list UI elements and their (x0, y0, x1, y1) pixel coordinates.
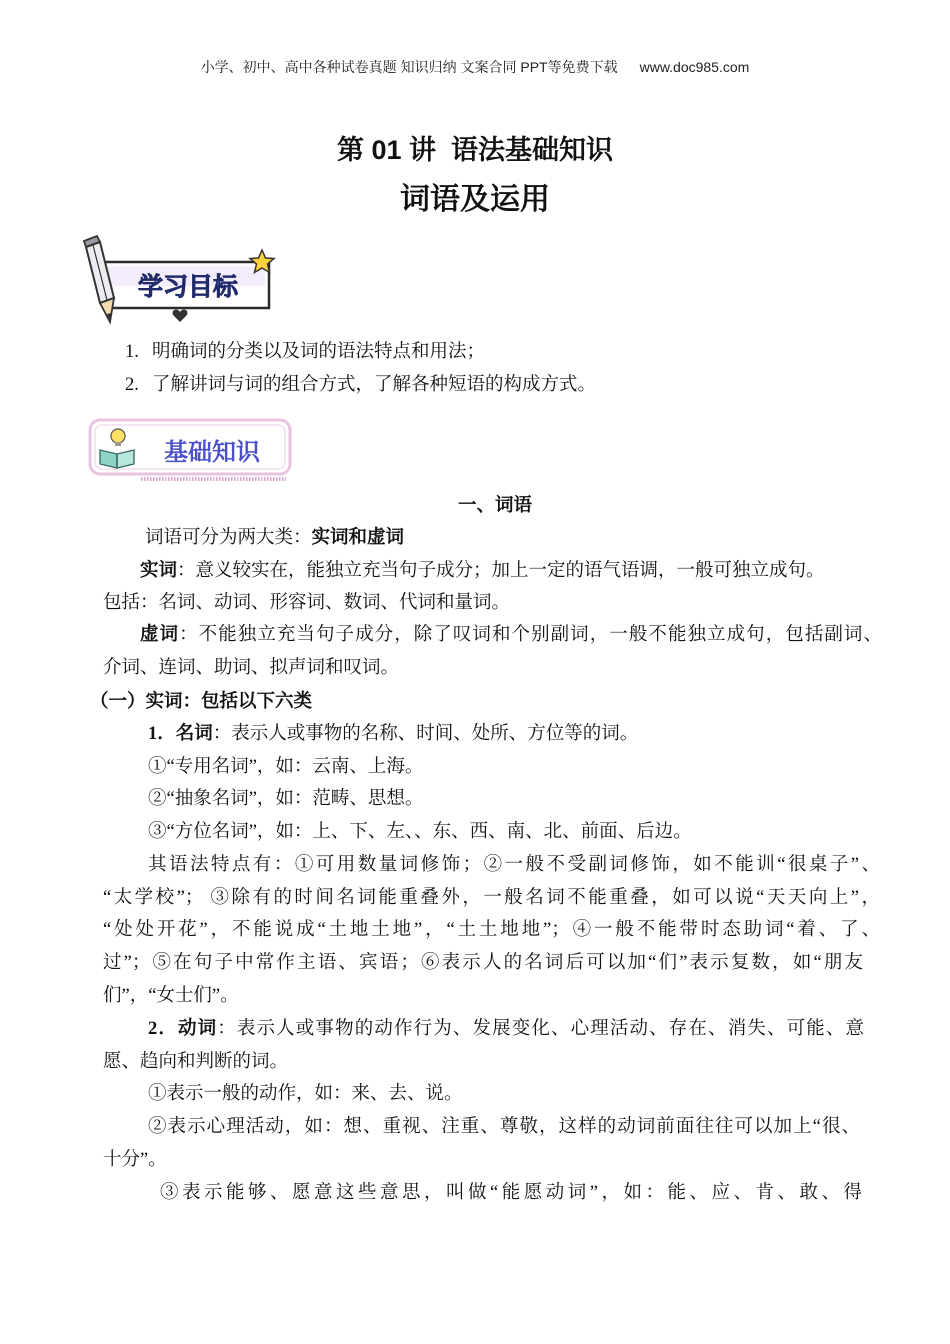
function-words-line (140, 623, 882, 647)
section-heading: 一、词语 (458, 494, 533, 515)
function-words-continued: 介词、连词、助词、拟声词和叹词。 (103, 658, 400, 678)
content-words-text: ：意义较实在，能独立充当句子成分；加上一定的语气语调，一般可独立成句。 (177, 561, 825, 581)
verbs-definition-line (148, 1017, 864, 1041)
verbs-item-continued: 十分”。 (103, 1150, 167, 1170)
content-words-continued: 包括：名词、动词、形容词、数词、代词和量词。 (103, 593, 511, 613)
nouns-features-line: “处处开花”，不能说成“土地土地”，“土土地地”；④一般不能带时态助词“着、了、 (103, 920, 880, 940)
basic-knowledge-badge (86, 416, 296, 486)
goal-number: 1. (125, 342, 139, 362)
learning-goals-label: 学习目标 (137, 273, 239, 301)
lesson-subtitle: 词语及运用 (400, 183, 550, 216)
verbs-label: 2．动词 (148, 1019, 218, 1039)
verbs-item: ②表示心理活动，如：想、重视、注重、尊敬，这样的动词前面往往可以加上“很、 (148, 1117, 860, 1137)
header-url[interactable]: www.doc985.com (639, 59, 750, 75)
function-words-text: ：不能独立充当句子成分，除了叹词和个别副词，一般不能独立成句，包括副词、 (179, 625, 882, 645)
pencil-icon (84, 236, 114, 322)
heart-icon (173, 309, 188, 322)
page-header (0, 57, 950, 77)
nouns-example: ①“专用名词”，如：云南、上海。 (148, 757, 424, 777)
nouns-definition: ：表示人或事物的名称、时间、处所、方位等的词。 (212, 724, 639, 744)
goal-item (125, 373, 865, 397)
intro-line (145, 526, 745, 550)
goal-text: 明确词的分类以及词的语法特点和用法； (152, 342, 486, 362)
goal-number: 2. (125, 375, 139, 395)
subsection-heading: （一）实词：包括以下六类 (90, 690, 313, 711)
nouns-definition-line (148, 722, 878, 746)
nouns-example: ③“方位名词”，如：上、下、左、、东、西、南、北、前面、后边。 (148, 822, 692, 842)
verbs-item: ①表示一般的动作，如：来、去、说。 (148, 1084, 463, 1104)
nouns-features-line: 其语法特点有：①可用数量词修饰；②一般不受副词修饰，如不能训“很桌子”、 (148, 855, 880, 875)
goal-text: 了解讲词与词的组合方式，了解各种短语的构成方式。 (152, 375, 597, 395)
nouns-label: 1．名词 (148, 724, 213, 744)
nouns-example: ②“抽象名词”，如：范畴、思想。 (148, 789, 424, 809)
content-words-line (140, 559, 880, 583)
content-words-label: 实词 (140, 561, 178, 581)
basic-knowledge-label: 基础知识 (164, 439, 260, 466)
nouns-features-line: 们”，“女士们”。 (103, 986, 239, 1006)
nouns-features-line: “太学校”； ③除有的时间名词能重叠外，一般名词不能重叠，如可以说“天天向上”， (103, 888, 880, 908)
nouns-features-line: 过”；⑤在句子中常作主语、宾语；⑥表示人的名词后可以加“们”表示复数，如“朋友 (103, 953, 863, 973)
intro-text: 词语可分为两大类： (145, 528, 312, 548)
intro-emphasis: 实词和虚词 (311, 528, 405, 548)
learning-goals-badge (80, 232, 280, 332)
function-words-label: 虚词 (140, 625, 180, 645)
verbs-definition: ：表示人或事物的动作行为、发展变化、心理活动、存在、消失、可能、意 (217, 1019, 864, 1039)
goal-item (125, 340, 865, 364)
lesson-title: 第 01 讲 语法基础知识 (336, 135, 614, 165)
verbs-item: ③表示能够、愿意这些意思，叫做“能愿动词”，如：能、应、肯、敢、得 (160, 1183, 862, 1203)
verbs-definition-continued: 愿、趋向和判断的词。 (103, 1052, 289, 1072)
header-text: 小学、初中、高中各种试卷真题 知识归纳 文案合同 PPT等免费下载 (200, 59, 618, 75)
